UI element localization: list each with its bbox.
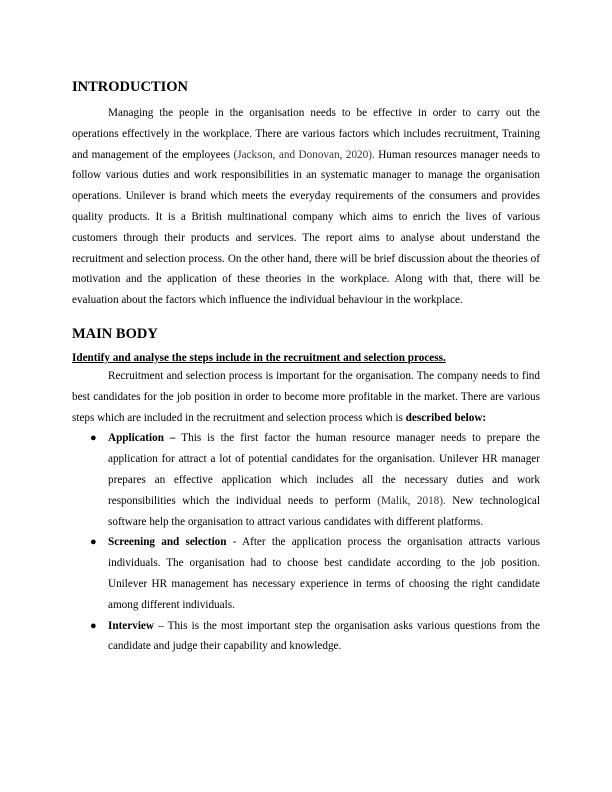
bullet-text: This is the first factor the human resource manager needs to prepare the application for attract a lot of potential candidates for the organisation. Unilever HR manager prepares an effective application which includes all the necessary duties and work responsibilities which the individual needs to perform xyxy=(108,432,540,507)
list-item xyxy=(90,532,541,615)
bullet-icon: ● xyxy=(90,432,97,445)
recruitment-paragraph xyxy=(72,366,540,428)
introduction-heading: INTRODUCTION xyxy=(72,79,189,95)
introduction-paragraph xyxy=(72,103,540,311)
bullet-text: – This is the most important step the organisation asks various questions from the candidate and judge their capability and knowledge. xyxy=(108,619,540,653)
bullet-text-b: New technological software help the organisation to attract various candidates with different platforms. xyxy=(108,494,540,528)
bullet-icon: ● xyxy=(90,536,97,549)
bullet-title: Interview xyxy=(108,619,154,632)
recruitment-text: Recruitment and selection process is important for the organisation. The company needs to find best candidates for the job position in order to become more profitable in the market. There are various steps which are included in the recruitment and selection process which is xyxy=(72,369,540,424)
steps-list xyxy=(72,428,540,657)
list-item xyxy=(90,616,540,658)
bullet-title: Application – xyxy=(108,432,176,445)
bullet-icon: ● xyxy=(90,619,97,632)
citation-malik: (Malik, 2018). xyxy=(377,494,446,507)
bullet-title: Screening and selection xyxy=(108,536,227,549)
intro-text-b: Human resources manager needs to follow various duties and work responsibilities in an systematic manager to manage the organisation operations. Unilever is brand which meets the everyday requirements of the consumers and provides quality products. It is a British multinational company which aims to enrich the lives of various customers through their products and services. The report aims to analyse about understand the recruitment and selection process. On the other hand, there will be brief discussion about the theories of motivation and the application of these theories in the workplace. Along with that, there will be evaluation about the factors which influence the individual behaviour in the workplace. xyxy=(72,148,540,307)
list-item xyxy=(90,428,540,532)
described-below-label: described below: xyxy=(405,411,487,424)
main-body-heading: MAIN BODY xyxy=(72,325,158,342)
section-subheading: Identify and analyse the steps include in the recruitment and selection process. xyxy=(72,351,446,364)
intro-text-a: Managing the people in the organisation needs to be effective in order to carry out the operations effectively in the workplace. There are various factors which includes recruitment, Training and management of the employees xyxy=(72,107,540,161)
citation-jackson-donovan: (Jackson, and Donovan, 2020). xyxy=(233,148,375,161)
bullet-text: - After the application process the organisation attracts various individuals. The organisation had to choose best candidate according to the job position. Unilever HR management has necessary experience in terms of choosing the right candidate among different individuals. xyxy=(108,536,541,611)
